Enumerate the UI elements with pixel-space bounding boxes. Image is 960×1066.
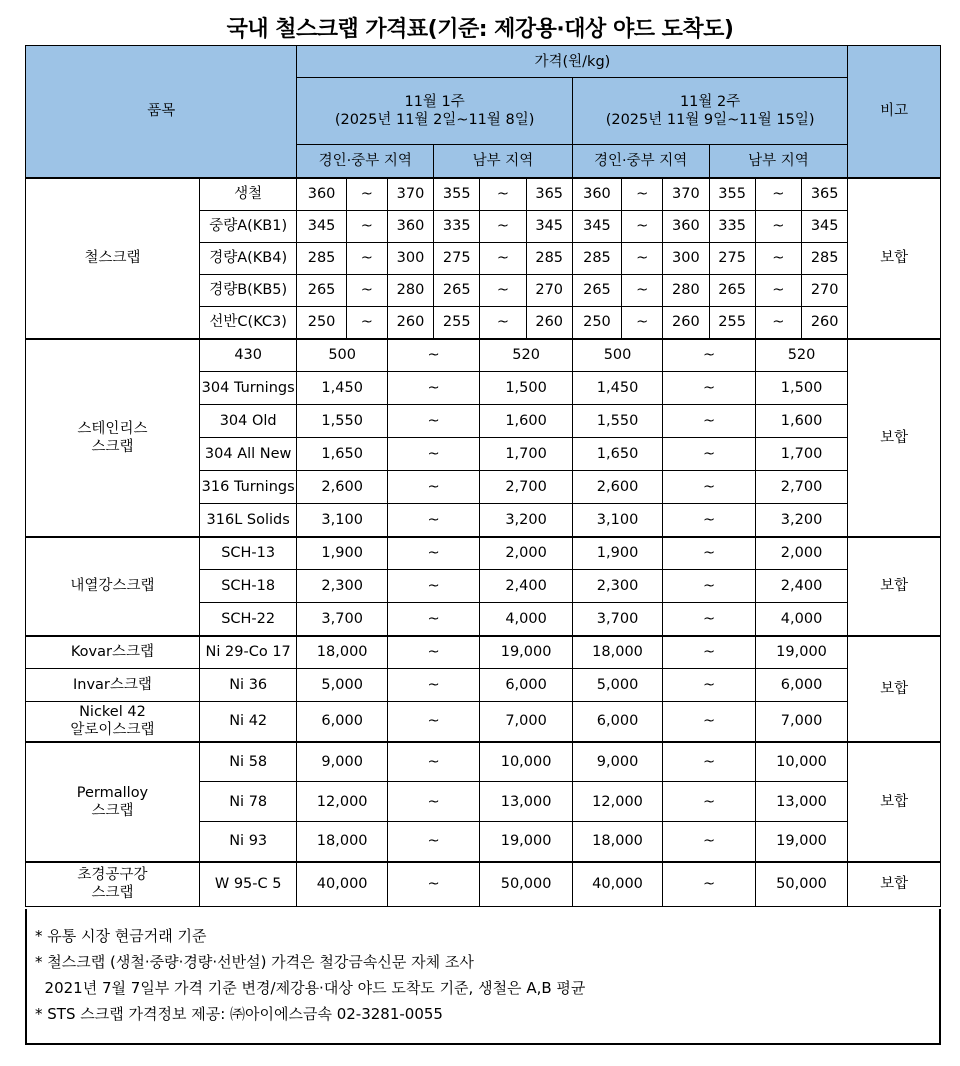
price-high: 360 <box>387 210 433 242</box>
price-high: 280 <box>387 274 433 306</box>
price-high: 19,000 <box>480 822 572 862</box>
grade-cell: 304 Turnings <box>199 372 297 405</box>
price-tilde: ~ <box>387 636 479 669</box>
price-tilde: ~ <box>346 178 387 211</box>
price-high: 285 <box>526 242 572 274</box>
price-tilde: ~ <box>387 862 479 907</box>
price-low: 12,000 <box>297 782 387 822</box>
category-permalloy-line1: Permalloy <box>76 784 149 801</box>
header-week2 <box>572 78 848 145</box>
price-low: 250 <box>572 306 621 339</box>
note-stainless: 보합 <box>848 339 941 537</box>
price-tilde: ~ <box>387 742 479 782</box>
week2-region-south: 남부 지역 <box>709 145 848 178</box>
price-tilde: ~ <box>663 742 755 782</box>
grade-cell: 304 All New <box>199 438 297 471</box>
price-low: 360 <box>297 178 346 211</box>
price-tilde: ~ <box>622 242 663 274</box>
category-tool <box>26 862 200 907</box>
grade-cell: Ni 58 <box>199 742 297 782</box>
price-low: 40,000 <box>572 862 662 907</box>
note-tool: 보합 <box>848 862 941 907</box>
price-low: 1,550 <box>297 405 387 438</box>
note-line: 2021년 7월 7일부 가격 기준 변경/제강용·대상 야드 도착도 기준, 생철은 A,B 평균 <box>35 979 586 997</box>
price-low: 1,900 <box>297 537 387 570</box>
price-tilde: ~ <box>387 339 479 372</box>
table-row <box>26 178 941 211</box>
price-high: 1,600 <box>755 405 848 438</box>
price-high: 260 <box>801 306 847 339</box>
price-high: 370 <box>663 178 709 211</box>
price-high: 1,500 <box>755 372 848 405</box>
table-row <box>26 742 941 782</box>
category-alloy: Invar스크랩 <box>26 669 200 702</box>
price-high: 2,000 <box>480 537 572 570</box>
price-low: 3,100 <box>572 504 662 537</box>
category-heat: 내열강스크랩 <box>26 537 200 636</box>
grade-cell: Ni 36 <box>199 669 297 702</box>
price-low: 9,000 <box>572 742 662 782</box>
grade-cell: W 95-C 5 <box>199 862 297 907</box>
price-tilde: ~ <box>663 603 755 636</box>
price-tilde: ~ <box>755 178 801 211</box>
price-low: 1,450 <box>572 372 662 405</box>
category-alloy-line2: 알로이스크랩 <box>70 722 155 739</box>
price-low: 265 <box>709 274 755 306</box>
grade-cell: 중량A(KB1) <box>199 210 297 242</box>
price-tilde: ~ <box>387 603 479 636</box>
price-low: 335 <box>709 210 755 242</box>
price-high: 1,600 <box>480 405 572 438</box>
price-high: 2,700 <box>480 471 572 504</box>
week2-region-central: 경인·중부 지역 <box>572 145 709 178</box>
price-high: 270 <box>526 274 572 306</box>
price-table-body <box>26 46 941 907</box>
price-tilde: ~ <box>346 242 387 274</box>
price-high: 260 <box>526 306 572 339</box>
price-tilde: ~ <box>622 210 663 242</box>
price-high: 4,000 <box>755 603 848 636</box>
price-high: 3,200 <box>480 504 572 537</box>
price-tilde: ~ <box>663 504 755 537</box>
category-alloy <box>26 702 200 742</box>
price-tilde: ~ <box>346 306 387 339</box>
note-line: * STS 스크랩 가격정보 제공: ㈜아이에스금속 02-3281-0055 <box>35 1005 443 1023</box>
price-low: 3,700 <box>572 603 662 636</box>
price-low: 3,700 <box>297 603 387 636</box>
table-row <box>26 636 941 669</box>
price-tilde: ~ <box>387 438 479 471</box>
price-high: 2,400 <box>755 570 848 603</box>
price-tilde: ~ <box>387 669 479 702</box>
notes-list <box>27 909 939 1027</box>
price-tilde: ~ <box>755 274 801 306</box>
table-row <box>26 537 941 570</box>
price-tilde: ~ <box>480 274 526 306</box>
price-high: 360 <box>663 210 709 242</box>
note-alloy: 보합 <box>848 636 941 742</box>
category-stainless-line2: 스크랩 <box>91 438 134 455</box>
price-low: 1,450 <box>297 372 387 405</box>
category-stainless <box>26 339 200 537</box>
price-tilde: ~ <box>663 438 755 471</box>
price-high: 370 <box>387 178 433 211</box>
price-high: 1,500 <box>480 372 572 405</box>
price-high: 260 <box>663 306 709 339</box>
price-low: 285 <box>572 242 621 274</box>
price-high: 10,000 <box>755 742 848 782</box>
price-low: 12,000 <box>572 782 662 822</box>
price-high: 19,000 <box>755 822 848 862</box>
price-tilde: ~ <box>480 306 526 339</box>
grade-cell: Ni 78 <box>199 782 297 822</box>
price-low: 5,000 <box>297 669 387 702</box>
price-high: 1,700 <box>480 438 572 471</box>
note-permalloy: 보합 <box>848 742 941 862</box>
price-high: 7,000 <box>755 702 848 742</box>
price-tilde: ~ <box>387 372 479 405</box>
grade-cell: 경량B(KB5) <box>199 274 297 306</box>
week1-label: 11월 1주 <box>404 94 465 110</box>
price-tilde: ~ <box>387 471 479 504</box>
price-tilde: ~ <box>663 405 755 438</box>
grade-cell: Ni 42 <box>199 702 297 742</box>
price-low: 255 <box>709 306 755 339</box>
category-alloy-line1: Nickel 42 <box>79 704 146 721</box>
price-high: 300 <box>387 242 433 274</box>
price-tilde: ~ <box>622 306 663 339</box>
week2-range: (2025년 11월 9일~11월 15일) <box>605 112 815 128</box>
price-low: 18,000 <box>297 636 387 669</box>
price-low: 1,650 <box>297 438 387 471</box>
price-low: 265 <box>434 274 480 306</box>
price-tilde: ~ <box>663 570 755 603</box>
category-permalloy <box>26 742 200 862</box>
price-high: 50,000 <box>480 862 572 907</box>
price-tilde: ~ <box>346 274 387 306</box>
price-tilde: ~ <box>622 178 663 211</box>
header-week1 <box>297 78 572 145</box>
price-low: 18,000 <box>297 822 387 862</box>
price-high: 520 <box>480 339 572 372</box>
price-tilde: ~ <box>387 822 479 862</box>
price-low: 3,100 <box>297 504 387 537</box>
price-tilde: ~ <box>387 504 479 537</box>
price-high: 19,000 <box>755 636 848 669</box>
price-high: 260 <box>387 306 433 339</box>
price-tilde: ~ <box>663 537 755 570</box>
grade-cell: 304 Old <box>199 405 297 438</box>
price-tilde: ~ <box>480 210 526 242</box>
price-tilde: ~ <box>346 210 387 242</box>
price-high: 3,200 <box>755 504 848 537</box>
price-tilde: ~ <box>755 306 801 339</box>
price-low: 6,000 <box>572 702 662 742</box>
price-tilde: ~ <box>663 339 755 372</box>
price-high: 285 <box>801 242 847 274</box>
price-low: 2,600 <box>297 471 387 504</box>
price-tilde: ~ <box>755 242 801 274</box>
page-title: 국내 철스크랩 가격표(기준: 제강용·대상 야드 도착도) <box>226 17 734 42</box>
category-stainless-line1: 스테인리스 <box>77 420 148 437</box>
price-low: 265 <box>297 274 346 306</box>
price-low: 1,550 <box>572 405 662 438</box>
note-iron: 보합 <box>848 178 941 339</box>
price-tilde: ~ <box>387 702 479 742</box>
price-low: 275 <box>434 242 480 274</box>
price-high: 13,000 <box>755 782 848 822</box>
price-high: 7,000 <box>480 702 572 742</box>
category-tool-line1: 초경공구강 <box>77 867 148 884</box>
price-tilde: ~ <box>663 782 755 822</box>
grade-cell: 생철 <box>199 178 297 211</box>
price-high: 6,000 <box>480 669 572 702</box>
price-tilde: ~ <box>480 178 526 211</box>
price-high: 10,000 <box>480 742 572 782</box>
price-high: 19,000 <box>480 636 572 669</box>
grade-cell: Ni 93 <box>199 822 297 862</box>
price-tilde: ~ <box>755 210 801 242</box>
price-low: 335 <box>434 210 480 242</box>
note-line: * 철스크랩 (생철·중량·경량·선반설) 가격은 철강금속신문 자체 조사 <box>35 953 474 971</box>
price-table <box>25 45 941 907</box>
week1-region-south: 남부 지역 <box>434 145 573 178</box>
price-high: 270 <box>801 274 847 306</box>
price-high: 280 <box>663 274 709 306</box>
price-low: 6,000 <box>297 702 387 742</box>
note-line: * 유통 시장 현금거래 기준 <box>35 927 207 945</box>
price-high: 345 <box>526 210 572 242</box>
price-low: 1,900 <box>572 537 662 570</box>
price-tilde: ~ <box>663 471 755 504</box>
grade-cell: 430 <box>199 339 297 372</box>
price-tilde: ~ <box>663 822 755 862</box>
price-low: 265 <box>572 274 621 306</box>
grade-cell: 경량A(KB4) <box>199 242 297 274</box>
price-low: 1,650 <box>572 438 662 471</box>
price-low: 2,600 <box>572 471 662 504</box>
table-row <box>26 862 941 907</box>
price-tilde: ~ <box>480 242 526 274</box>
price-low: 500 <box>572 339 662 372</box>
price-low: 345 <box>297 210 346 242</box>
price-high: 50,000 <box>755 862 848 907</box>
price-high: 2,000 <box>755 537 848 570</box>
price-low: 9,000 <box>297 742 387 782</box>
price-high: 365 <box>801 178 847 211</box>
table-row <box>26 702 941 742</box>
price-low: 5,000 <box>572 669 662 702</box>
price-low: 255 <box>434 306 480 339</box>
grade-cell: SCH-22 <box>199 603 297 636</box>
grade-cell: SCH-13 <box>199 537 297 570</box>
category-tool-line2: 스크랩 <box>91 885 134 902</box>
price-low: 500 <box>297 339 387 372</box>
notes-box <box>25 909 941 1045</box>
price-high: 345 <box>801 210 847 242</box>
price-high: 2,700 <box>755 471 848 504</box>
table-row <box>26 669 941 702</box>
grade-cell: Ni 29-Co 17 <box>199 636 297 669</box>
price-tilde: ~ <box>387 570 479 603</box>
price-low: 250 <box>297 306 346 339</box>
price-high: 365 <box>526 178 572 211</box>
price-low: 18,000 <box>572 822 662 862</box>
price-low: 285 <box>297 242 346 274</box>
category-iron: 철스크랩 <box>26 178 200 339</box>
price-low: 345 <box>572 210 621 242</box>
price-tilde: ~ <box>387 405 479 438</box>
category-permalloy-line2: 스크랩 <box>91 802 134 819</box>
price-tilde: ~ <box>663 702 755 742</box>
price-high: 4,000 <box>480 603 572 636</box>
week1-range: (2025년 11월 2일~11월 8일) <box>334 112 535 128</box>
price-tilde: ~ <box>387 537 479 570</box>
price-tilde: ~ <box>622 274 663 306</box>
price-low: 2,300 <box>297 570 387 603</box>
price-tilde: ~ <box>663 636 755 669</box>
price-tilde: ~ <box>663 372 755 405</box>
grade-cell: 316 Turnings <box>199 471 297 504</box>
price-low: 355 <box>434 178 480 211</box>
header-note: 비고 <box>848 46 941 178</box>
price-high: 520 <box>755 339 848 372</box>
price-high: 6,000 <box>755 669 848 702</box>
price-low: 355 <box>709 178 755 211</box>
table-row <box>26 339 941 372</box>
price-low: 275 <box>709 242 755 274</box>
price-high: 13,000 <box>480 782 572 822</box>
week2-label: 11월 2주 <box>679 94 741 110</box>
price-low: 18,000 <box>572 636 662 669</box>
price-tilde: ~ <box>387 782 479 822</box>
price-low: 360 <box>572 178 621 211</box>
note-heat: 보합 <box>848 537 941 636</box>
price-tilde: ~ <box>663 669 755 702</box>
category-alloy: Kovar스크랩 <box>26 636 200 669</box>
price-tilde: ~ <box>663 862 755 907</box>
header-price-unit: 가격(원/kg) <box>297 46 848 78</box>
grade-cell: 선반C(KC3) <box>199 306 297 339</box>
grade-cell: SCH-18 <box>199 570 297 603</box>
price-high: 1,700 <box>755 438 848 471</box>
price-high: 300 <box>663 242 709 274</box>
header-item: 품목 <box>26 46 297 178</box>
price-low: 2,300 <box>572 570 662 603</box>
week1-region-central: 경인·중부 지역 <box>297 145 434 178</box>
grade-cell: 316L Solids <box>199 504 297 537</box>
price-high: 2,400 <box>480 570 572 603</box>
price-low: 40,000 <box>297 862 387 907</box>
